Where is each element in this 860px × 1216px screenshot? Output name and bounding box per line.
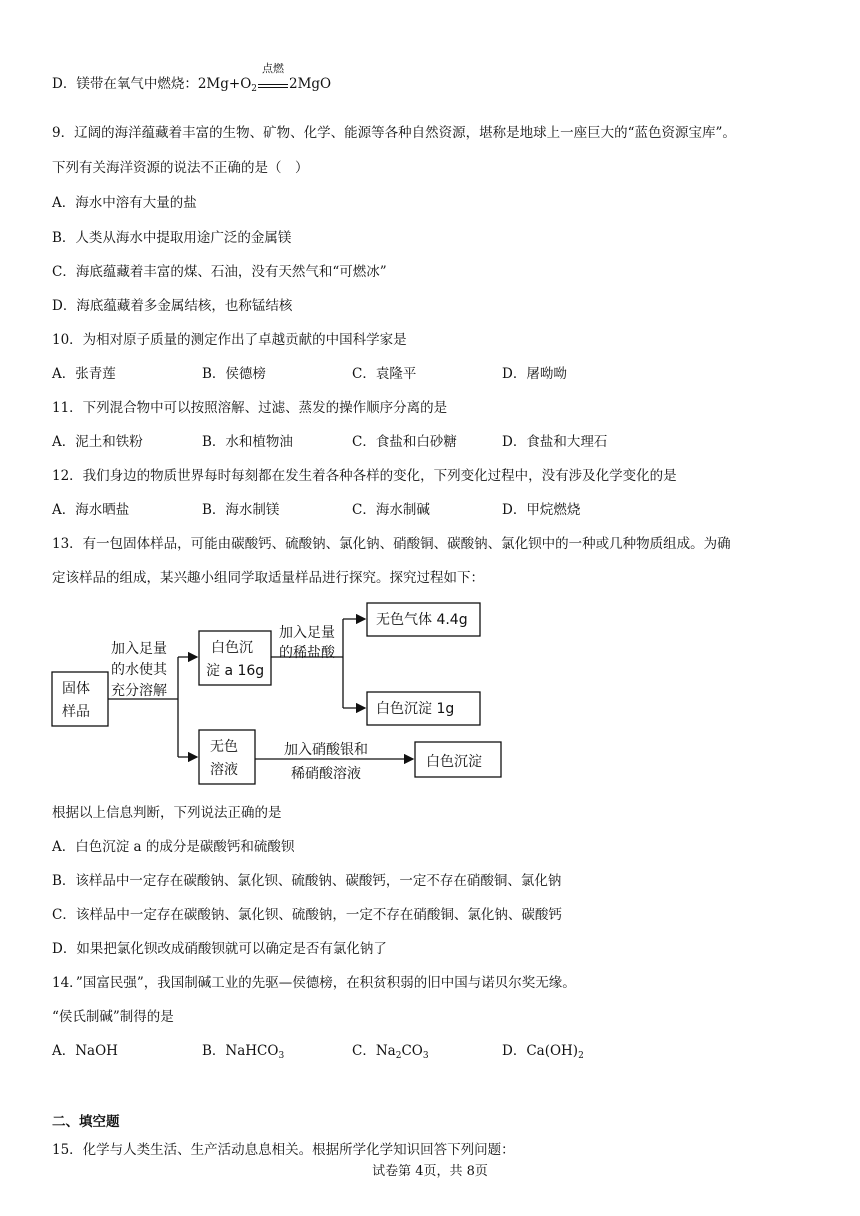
q12-option-a: A．海水晒盐 — [52, 502, 130, 518]
q9-option-b: B．人类从海水中提取用途广泛的金属镁 — [52, 230, 292, 246]
gas-label: 无色气体 4.4g — [376, 612, 468, 628]
q11-stem: 11．下列混合物中可以按照溶解、过滤、蒸发的操作顺序分离的是 — [52, 400, 448, 416]
step3-label-2: 稀硝酸溶液 — [291, 766, 361, 782]
section-title: 二、填空题 — [52, 1114, 120, 1130]
equation-reactants: 2Mg+O — [197, 76, 252, 92]
q9-option-d: D．海底蕴藏着多金属结核，也称锰结核 — [52, 298, 293, 314]
q14-option-c: C．$Na_2CO_3$ — [352, 1043, 429, 1061]
q12-stem: 12．我们身边的物质世界每时每刻都在发生着各种各样的变化，下列变化过程中，没有涉及化学变化的是 — [52, 468, 677, 484]
q10-option-c: C．袁隆平 — [352, 366, 417, 382]
q13-option-a: A．白色沉淀 a 的成分是碳酸钙和硫酸钡 — [52, 839, 295, 855]
q14-option-a: A．NaOH — [52, 1043, 118, 1059]
q9-stem-line1: 9．辽阔的海洋蕴藏着丰富的生物、矿物、化学、能源等各种自然资源，堪称是地球上一座巨大的“蓝色资源宝库”。 — [52, 125, 736, 141]
q9-stem-line2: 下列有关海洋资源的说法不正确的是（ ） — [52, 160, 309, 176]
subscript: 2 — [251, 84, 257, 94]
precip-1g-label: 白色沉淀 1g — [376, 701, 455, 717]
q10-stem: 10．为相对原子质量的测定作出了卓越贡献的中国科学家是 — [52, 332, 407, 348]
q9-option-c: C．海底蕴藏着丰富的煤、石油，没有天然气和“可燃冰” — [52, 264, 387, 280]
condition-text: 点燃 — [262, 62, 284, 75]
q12-option-c: C．海水制碱 — [352, 502, 430, 518]
page-footer: 试卷第 4页，共 8页 — [372, 1164, 488, 1179]
q14-option-d: D．$Ca(OH)_2$ — [502, 1043, 584, 1061]
q13-option-d: D．如果把氯化钡改成硝酸钡就可以确定是否有氯化钠了 — [52, 941, 387, 957]
q13-option-c: C．该样品中一定存在碳酸钠、氯化钡、硫酸钠，一定不存在硝酸铜、氯化钠、碳酸钙 — [52, 907, 562, 923]
q13-stem-line1: 13．有一包固体样品，可能由碳酸钙、硫酸钠、氯化钠、硝酸铜、碳酸钠、氯化钡中的一种或几种物质组成。为确 — [52, 536, 731, 552]
q14-stem-line2: “侯氏制碱”制得的是 — [52, 1009, 174, 1025]
precip-a-label-1: 白色沉 — [211, 640, 253, 656]
q10-option-d: D．屠呦呦 — [502, 366, 567, 382]
q12-option-d: D．甲烷燃烧 — [502, 502, 581, 518]
q14-options — [52, 1041, 584, 1066]
step1-label-2: 的水使其 — [111, 662, 167, 678]
step2-label-2: 的稀盐酸 — [279, 645, 335, 661]
solution-label-1: 无色 — [210, 739, 238, 755]
solution-label-2: 溶液 — [210, 762, 238, 778]
q13-after: 根据以上信息判断，下列说法正确的是 — [52, 805, 282, 821]
q11-option-a: A．泥土和铁粉 — [52, 434, 143, 450]
q11-option-b: B．水和植物油 — [202, 434, 293, 450]
q10-option-a: A．张青莲 — [52, 366, 116, 382]
option-text: D．镁带在氧气中燃烧： — [52, 76, 198, 92]
step1-label-3: 充分溶解 — [111, 683, 167, 699]
q13-option-b: B．该样品中一定存在碳酸钠、氯化钡、硫酸钠、碳酸钙，一定不存在硝酸铜、氯化钠 — [52, 873, 562, 889]
q14-option-b: B．NaHCO$_3$ — [202, 1043, 285, 1061]
q11-option-c: C．食盐和白砂糖 — [352, 434, 457, 450]
step1-label-1: 加入足量 — [111, 641, 167, 657]
step3-label-1: 加入硝酸银和 — [284, 742, 368, 758]
sample-label-1: 固体 — [62, 681, 90, 697]
q9-option-a: A．海水中溶有大量的盐 — [52, 195, 197, 211]
q11-option-d: D．食盐和大理石 — [502, 434, 608, 450]
sample-label-2: 样品 — [62, 704, 90, 720]
q14-stem-line1: 14．”国富民强”，我国制碱工业的先驱—侯德榜，在积贫积弱的旧中国与诺贝尔奖无缘。 — [52, 975, 576, 991]
q15-stem: 15．化学与人类生活、生产活动息息相关。根据所学化学知识回答下列问题： — [52, 1142, 515, 1158]
q10-option-b: B．侯德榜 — [202, 366, 266, 382]
step2-label-1: 加入足量 — [279, 625, 335, 641]
final-precip-label: 白色沉淀 — [426, 754, 482, 770]
equation-product: 2MgO — [289, 76, 332, 92]
q12-option-b: B．海水制镁 — [202, 502, 280, 518]
precip-a-label-2: 淀 a 16g — [206, 663, 265, 679]
q13-stem-line2: 定该样品的组成，某兴趣小组同学取适量样品进行探究。探究过程如下： — [52, 570, 484, 586]
